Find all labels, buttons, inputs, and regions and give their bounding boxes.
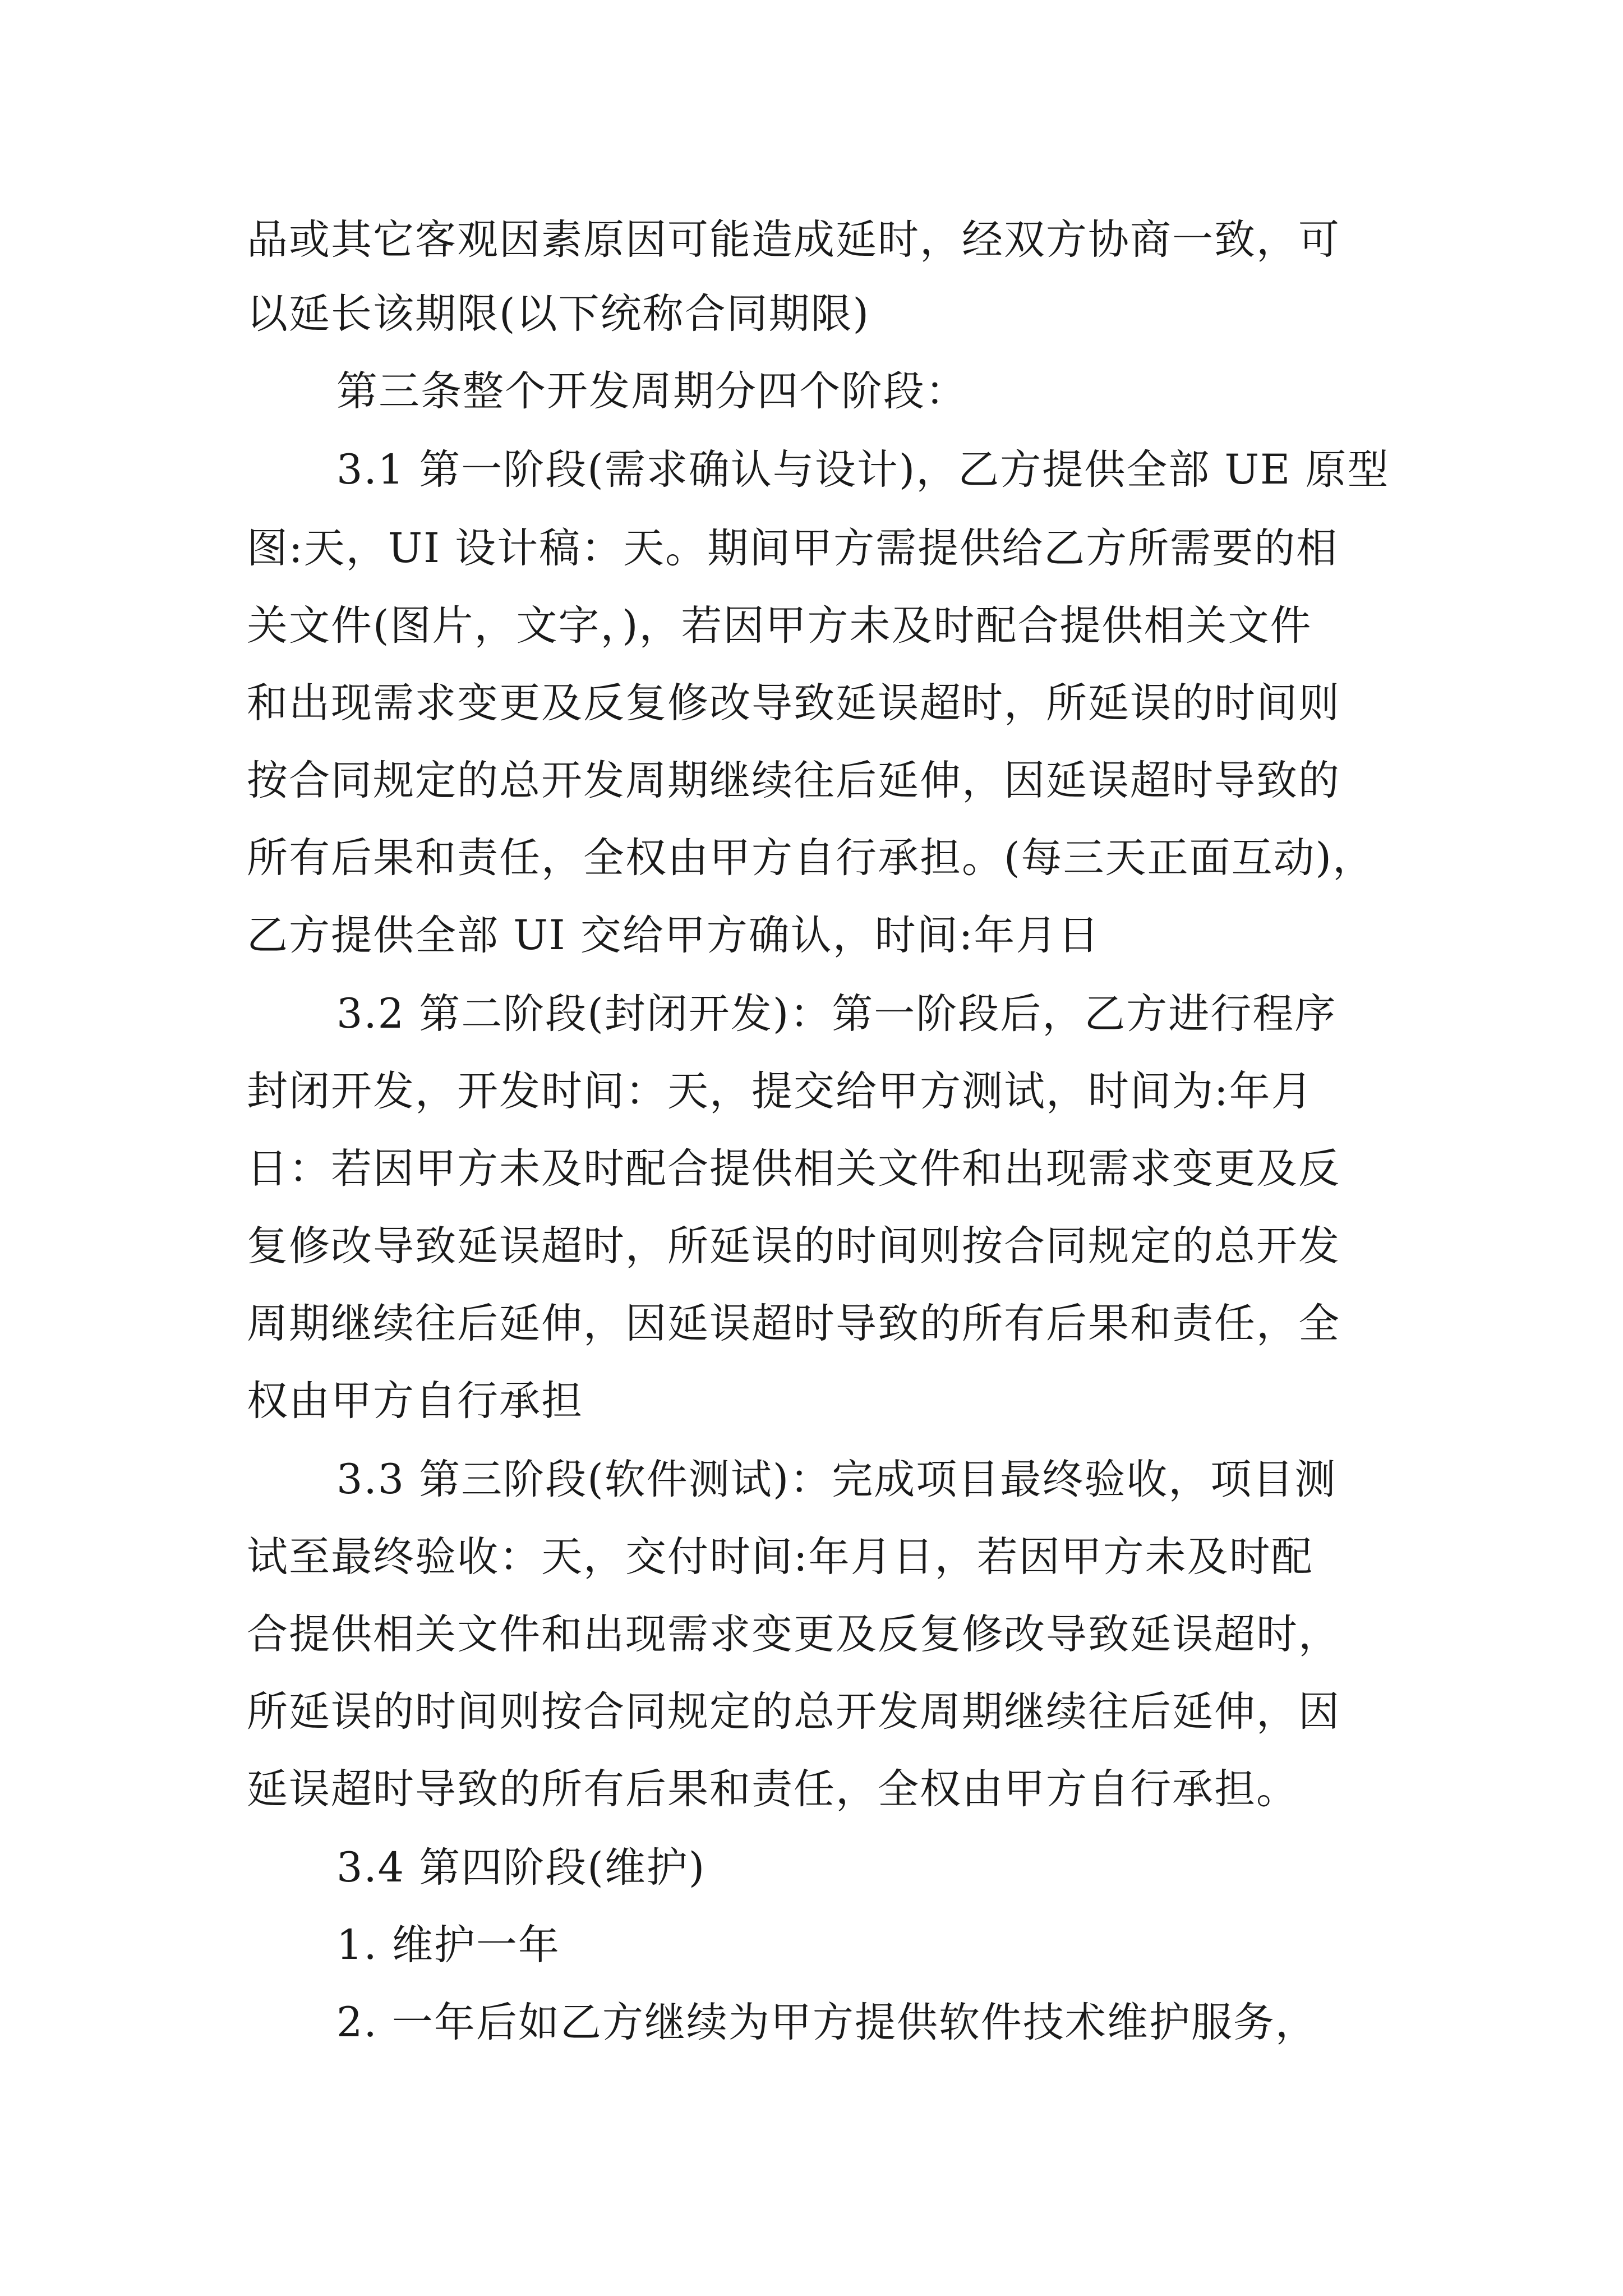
text-line: 延误超时导致的所有后果和责任，全权由甲方自行承担。: [247, 1765, 1298, 1813]
text-line: 所延误的时间则按合同规定的总开发周期继续往后延伸，因: [247, 1688, 1340, 1736]
text-line: 第三条整个开发周期分四个阶段：: [336, 367, 967, 415]
text-line: 3.2 第二阶段(封闭开发)：第一阶段后，乙方进行程序: [336, 990, 1337, 1038]
text-line: 合提供相关文件和出现需求变更及反复修改导致延误超时，: [247, 1611, 1340, 1658]
text-line: 品或其它客观因素原因可能造成延时，经双方协商一致，可: [247, 216, 1340, 264]
text-line: 关文件(图片，文字，)，若因甲方未及时配合提供相关文件: [247, 602, 1312, 650]
text-line: 3.4 第四阶段(维护): [336, 1844, 706, 1892]
text-line: 乙方提供全部 UI 交给甲方确认，时间:年月日: [247, 912, 1100, 959]
text-line: 试至最终验收：天，交付时间:年月日，若因甲方未及时配: [247, 1533, 1313, 1581]
text-line: 封闭开发，开发时间：天，提交给甲方测试，时间为:年月: [247, 1068, 1313, 1115]
list-item: 2. 一年后如乙方继续为甲方提供软件技术维护服务，: [336, 1999, 1317, 2046]
text-line: 所有后果和责任，全权由甲方自行承担。(每三天正面互动)，: [247, 834, 1375, 882]
text-line: 日：若因甲方未及时配合提供相关文件和出现需求变更及反: [247, 1145, 1340, 1193]
text-line: 图:天，UI 设计稿：天。期间甲方需提供给乙方所需要的相: [247, 524, 1339, 572]
text-line: 按合同规定的总开发周期继续往后延伸，因延误超时导致的: [247, 757, 1340, 804]
text-line: 和出现需求变更及反复修改导致延误超时，所延误的时间则: [247, 679, 1340, 727]
text-line: 周期继续往后延伸，因延误超时导致的所有后果和责任，全: [247, 1300, 1340, 1347]
text-line: 3.3 第三阶段(软件测试)：完成项目最终验收，项目测: [336, 1456, 1337, 1503]
text-line: 权由甲方自行承担: [247, 1377, 583, 1425]
list-item: 1. 维护一年: [336, 1921, 560, 1969]
text-line: 以延长该期限(以下统称合同期限): [247, 290, 870, 338]
text-line: 3.1 第一阶段(需求确认与设计)，乙方提供全部 UE 原型: [336, 446, 1390, 494]
text-line: 复修改导致延误超时，所延误的时间则按合同规定的总开发: [247, 1222, 1340, 1270]
